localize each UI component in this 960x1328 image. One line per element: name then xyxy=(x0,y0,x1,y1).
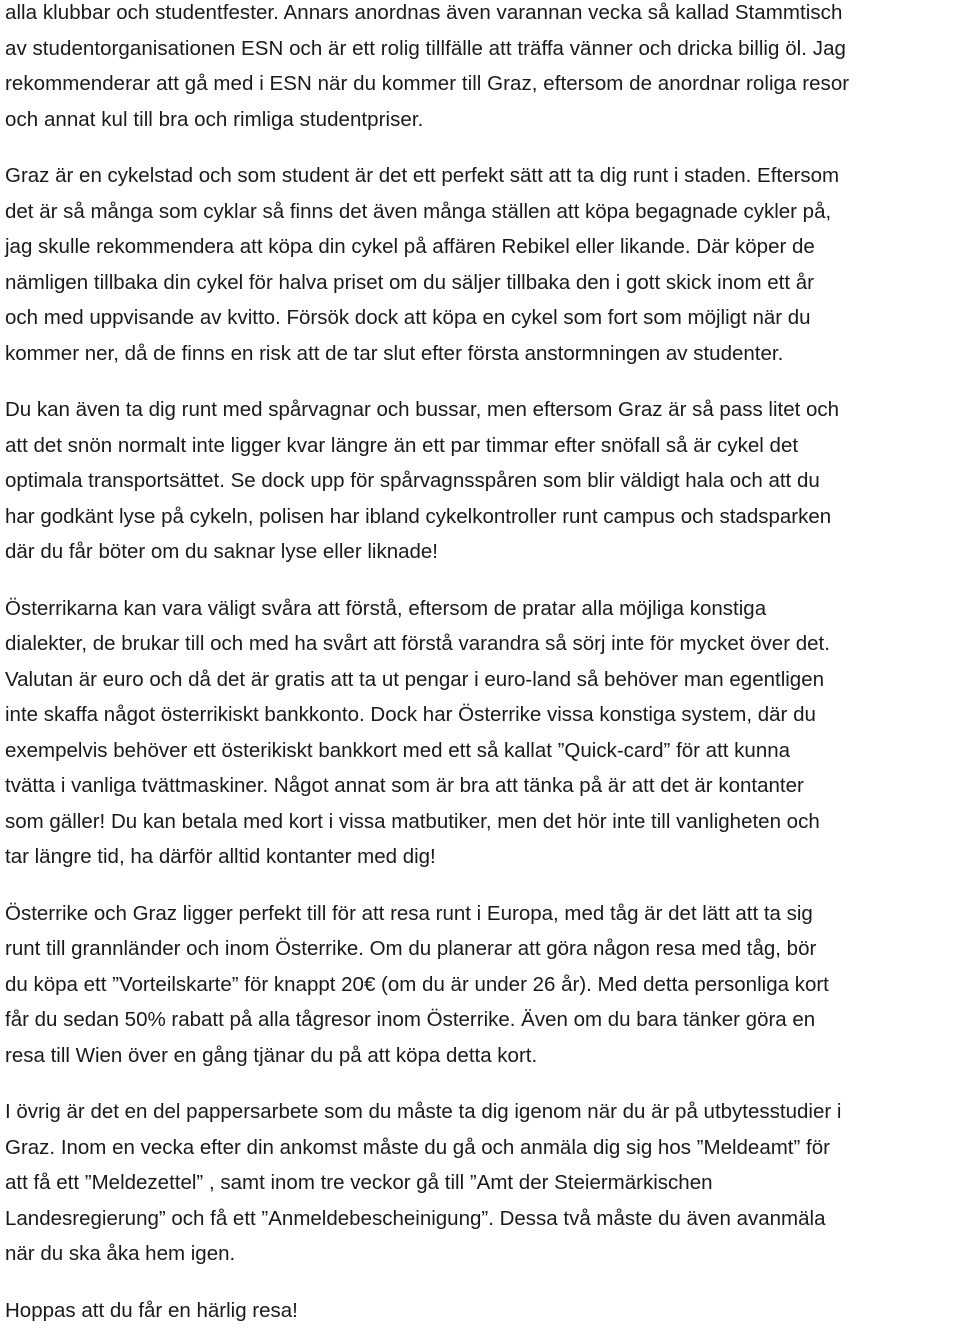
text-line: resa till Wien över en gång tjänar du på att köpa detta kort. xyxy=(5,1038,960,1074)
text-line: som gäller! Du kan betala med kort i vissa matbutiker, men det hör inte till vanligheten och xyxy=(5,804,960,840)
paragraph-gap xyxy=(5,137,960,158)
text-line: Hoppas att du får en härlig resa! xyxy=(5,1293,960,1328)
text-line: får du sedan 50% rabatt på alla tågresor inom Österrike. Även om du bara tänker göra en xyxy=(5,1002,960,1038)
text-line: nämligen tillbaka din cykel för halva priset om du säljer tillbaka den i gott skick inom ett år xyxy=(5,265,960,301)
text-line: när du ska åka hem igen. xyxy=(5,1236,960,1272)
paragraph-travel xyxy=(5,896,960,1074)
paragraph-paperwork xyxy=(5,1094,960,1272)
text-line: och annat kul till bra och rimliga studentpriser. xyxy=(5,102,960,138)
text-line: dialekter, de brukar till och med ha svårt att förstå varandra så sörj inte för mycket över det. xyxy=(5,626,960,662)
paragraph-closing xyxy=(5,1293,960,1328)
text-line: Valutan är euro och då det är gratis att ta ut pengar i euro-land så behöver man egentligen xyxy=(5,662,960,698)
paragraph-transport xyxy=(5,392,960,570)
paragraph-bike-city xyxy=(5,158,960,371)
paragraph-gap xyxy=(5,875,960,896)
paragraph-gap xyxy=(5,371,960,392)
text-line: alla klubbar och studentfester. Annars anordnas även varannan vecka så kallad Stammtisch xyxy=(5,0,960,31)
text-line: Du kan även ta dig runt med spårvagnar och bussar, men eftersom Graz är så pass litet och xyxy=(5,392,960,428)
text-line: där du får böter om du saknar lyse eller liknade! xyxy=(5,534,960,570)
text-line: Österrike och Graz ligger perfekt till för att resa runt i Europa, med tåg är det lätt att ta sig xyxy=(5,896,960,932)
text-line: Österrikarna kan vara väligt svåra att förstå, eftersom de pratar alla möjliga konstiga xyxy=(5,591,960,627)
text-line: optimala transportsättet. Se dock upp för spårvagnsspåren som blir väldigt hala och att du xyxy=(5,463,960,499)
paragraph-austrians-currency xyxy=(5,591,960,875)
paragraph-gap xyxy=(5,1073,960,1094)
text-line: det är så många som cyklar så finns det även många ställen att köpa begagnade cykler på, xyxy=(5,194,960,230)
paragraph-gap xyxy=(5,570,960,591)
text-line: och med uppvisande av kvitto. Försök dock att köpa en cykel som fort som möjligt när du xyxy=(5,300,960,336)
text-line: exempelvis behöver ett österikiskt bankkort med ett så kallat ”Quick-card” för att kunna xyxy=(5,733,960,769)
text-line: av studentorganisationen ESN och är ett rolig tillfälle att träffa vänner och dricka billig öl. Jag xyxy=(5,31,960,67)
text-line: jag skulle rekommendera att köpa din cykel på affären Rebikel eller likande. Där köper de xyxy=(5,229,960,265)
text-line: inte skaffa något österrikiskt bankkonto. Dock har Österrike vissa konstiga system, där du xyxy=(5,697,960,733)
text-line: rekommenderar att gå med i ESN när du kommer till Graz, eftersom de anordnar roliga resor xyxy=(5,66,960,102)
text-line: har godkänt lyse på cykeln, polisen har ibland cykelkontroller runt campus och stadsparken xyxy=(5,499,960,535)
text-line: Graz är en cykelstad och som student är det ett perfekt sätt att ta dig runt i staden. Eftersom xyxy=(5,158,960,194)
text-line: du köpa ett ”Vorteilskarte” för knappt 20€ (om du är under 26 år). Med detta personliga kort xyxy=(5,967,960,1003)
text-line: I övrig är det en del pappersarbete som du måste ta dig igenom när du är på utbytesstudier i xyxy=(5,1094,960,1130)
text-line: att få ett ”Meldezettel” , samt inom tre veckor gå till ”Amt der Steiermärkischen xyxy=(5,1165,960,1201)
text-line: tvätta i vanliga tvättmaskiner. Något annat som är bra att tänka på är att det är kontanter xyxy=(5,768,960,804)
text-line: att det snön normalt inte ligger kvar längre än ett par timmar efter snöfall så är cykel det xyxy=(5,428,960,464)
text-line: runt till grannländer och inom Österrike. Om du planerar att göra någon resa med tåg, bör xyxy=(5,931,960,967)
text-line: kommer ner, då de finns en risk att de tar slut efter första anstormningen av studenter. xyxy=(5,336,960,372)
text-line: tar längre tid, ha därför alltid kontanter med dig! xyxy=(5,839,960,875)
text-line: Graz. Inom en vecka efter din ankomst måste du gå och anmäla dig sig hos ”Meldeamt” för xyxy=(5,1130,960,1166)
paragraph-esn xyxy=(5,0,960,137)
paragraph-gap xyxy=(5,1272,960,1293)
document-page xyxy=(5,0,960,1328)
text-line: Landesregierung” och få ett ”Anmeldebescheinigung”. Dessa två måste du även avanmäla xyxy=(5,1201,960,1237)
